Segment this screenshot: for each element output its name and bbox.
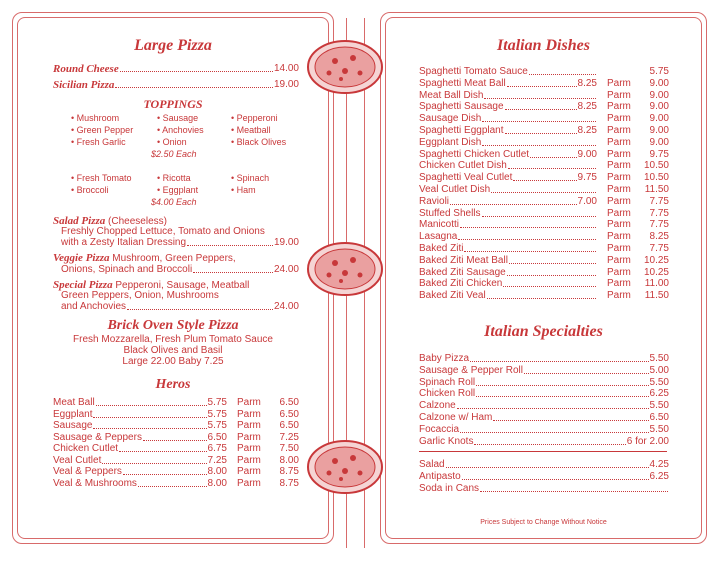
item-name: Eggplant Dish: [419, 136, 482, 148]
parm-price: 9.00: [649, 113, 669, 125]
topping-item: • Anchovies: [157, 125, 204, 135]
parm-price: 8.75: [279, 477, 299, 489]
parm-price: 6.50: [279, 408, 299, 420]
menu-item-row: [419, 125, 669, 137]
parm-price: 7.75: [649, 243, 669, 254]
menu-item-row: [419, 278, 669, 290]
item-price: 6.50: [207, 431, 227, 443]
item-name: Spaghetti Tomato Sauce: [419, 66, 528, 77]
veggie-pizza-heading: Veggie Pizza Mushroom, Green Peppers,: [53, 252, 236, 264]
menu-item-row: [419, 196, 669, 208]
menu-item-row: [53, 455, 299, 467]
item-name: Veal Cutlet: [53, 454, 102, 466]
brick-oven-line3: Large 22.00 Baby 7.25: [122, 356, 224, 367]
parm-price: 7.75: [649, 207, 669, 219]
salad-pizza-desc: Freshly Chopped Lettuce, Tomato and Onions: [61, 226, 265, 237]
parm-label: Parm: [237, 466, 261, 477]
parm-price: 7.75: [649, 219, 669, 231]
topping-item: • Pepperoni: [231, 113, 278, 123]
parm-label: Parm: [607, 231, 631, 243]
menu-item-row: [419, 290, 669, 302]
item-name: Ravioli: [419, 195, 450, 207]
menu-item-row: [53, 432, 299, 444]
parm-price: 10.25: [643, 266, 669, 278]
parm-label: Parm: [607, 184, 631, 195]
item-name: Garlic Knots: [419, 435, 474, 447]
parm-label: Parm: [607, 125, 631, 136]
parm-price: 9.00: [649, 89, 669, 101]
item-price: 8.00: [207, 477, 227, 489]
parm-label: Parm: [607, 101, 631, 113]
item-name: Meat Ball Dish: [419, 89, 484, 101]
parm-price: 7.75: [649, 195, 669, 207]
menu-item-row: [419, 388, 669, 400]
toppings-price-a: $2.50 Each: [151, 149, 197, 159]
menu-item-row: [419, 219, 669, 231]
parm-label: Parm: [237, 408, 261, 420]
parm-price: 11.50: [644, 290, 669, 302]
item-price: 8.25: [577, 101, 597, 113]
item-price: 6.75: [207, 443, 227, 454]
item-name: Meat Ball: [53, 397, 95, 408]
menu-item-row: [419, 78, 669, 90]
parm-price: 10.50: [643, 172, 669, 184]
item-name: Veal & Peppers: [53, 466, 122, 477]
item-name: Stuffed Shells: [419, 207, 481, 219]
veggie-pizza-price-row: Onions, Spinach and Broccoli 24.00: [61, 264, 299, 275]
item-price: 5.75: [207, 420, 227, 431]
topping-item: • Sausage: [157, 113, 199, 123]
special-pizza-heading: Special Pizza Pepperoni, Sausage, Meatball: [53, 279, 250, 291]
parm-label: Parm: [237, 431, 261, 443]
item-name: Round Cheese: [53, 63, 119, 75]
item-name: Chicken Roll: [419, 388, 476, 400]
parm-label: Parm: [607, 77, 631, 89]
menu-item-row: [419, 184, 669, 196]
menu-item-row: [419, 459, 669, 471]
item-name: Calzone: [419, 400, 456, 412]
menu-item-row: [419, 137, 669, 149]
menu-item-row: [419, 400, 669, 412]
menu-item-row: [419, 436, 669, 448]
topping-item: • Spinach: [231, 173, 270, 183]
parm-price: 8.25: [649, 231, 669, 243]
extras-separator: [419, 451, 667, 452]
item-price: 5.50: [649, 353, 669, 364]
item-price: 4.25: [649, 459, 669, 470]
brick-oven-line2: Black Olives and Basil: [123, 345, 223, 356]
item-name: Baked Ziti Chicken: [419, 278, 503, 290]
item-name: Sausage Dish: [419, 113, 482, 125]
menu-item-row: [419, 113, 669, 125]
parm-price: 9.00: [649, 77, 669, 89]
item-name: Sicilian Pizza: [53, 79, 115, 91]
italian-dishes-title: Italian Dishes: [497, 37, 590, 54]
parm-label: Parm: [607, 254, 631, 266]
parm-price: 11.50: [644, 184, 669, 195]
menu-item-row: [53, 409, 299, 421]
toppings-price-b: $4.00 Each: [151, 197, 197, 207]
parm-label: Parm: [607, 243, 631, 254]
item-name: Baked Ziti: [419, 243, 464, 254]
parm-price: 7.50: [279, 443, 299, 454]
parm-price: 10.50: [643, 160, 669, 172]
parm-label: Parm: [607, 136, 631, 148]
menu-item-row: [419, 101, 669, 113]
parm-price: 6.50: [279, 397, 299, 408]
topping-item: • Fresh Garlic: [71, 137, 126, 147]
menu-item-row: [53, 466, 299, 478]
item-price: 19.00: [273, 79, 299, 90]
topping-item: • Ham: [231, 185, 256, 195]
item-name: Antipasto: [419, 470, 461, 482]
menu-item-row: [419, 208, 669, 220]
topping-item: • Broccoli: [71, 185, 109, 195]
parm-price: 5.75: [649, 66, 669, 77]
parm-label: Parm: [237, 477, 261, 489]
menu-item-row: [53, 420, 299, 432]
menu-item-row: [53, 478, 299, 490]
item-name: Spaghetti Sausage: [419, 101, 504, 113]
parm-label: Parm: [607, 172, 631, 184]
parm-label: Parm: [237, 454, 261, 466]
item-name: Focaccia: [419, 423, 460, 435]
menu-item-row: [419, 412, 669, 424]
menu-item-sicilian-pizza: [53, 79, 299, 91]
menu-item-row: [53, 443, 299, 455]
special-pizza-price-row: and Anchovies 24.00: [61, 301, 299, 312]
item-name: Manicotti: [419, 219, 460, 231]
item-price: 7.00: [577, 195, 597, 207]
menu-item-row: [419, 231, 669, 243]
item-price: 6.25: [649, 470, 669, 482]
parm-label: Parm: [237, 397, 261, 408]
parm-label: Parm: [607, 290, 631, 302]
item-name: Sausage & Peppers: [53, 431, 142, 443]
item-name: Salad: [419, 459, 445, 470]
parm-price: 7.25: [279, 431, 299, 443]
menu-item-row: [419, 353, 669, 365]
item-price: 5.75: [207, 408, 227, 420]
menu-item-row: [419, 160, 669, 172]
item-name: Soda in Cans: [419, 482, 480, 494]
item-price: 8.25: [577, 125, 597, 136]
italian-specialties-title: Italian Specialties: [484, 323, 603, 340]
item-price: 5.00: [649, 364, 669, 376]
item-name: Spaghetti Eggplant: [419, 125, 504, 136]
item-price: 5.50: [649, 376, 669, 388]
menu-item-row: [419, 377, 669, 389]
item-name: Calzone w/ Ham: [419, 412, 493, 423]
item-price: 8.00: [207, 466, 227, 477]
brick-oven-line1: Fresh Mozzarella, Fresh Plum Tomato Sauce: [73, 334, 273, 345]
topping-item: • Fresh Tomato: [71, 173, 132, 183]
menu-item-row: [419, 471, 669, 483]
menu-item-row: [53, 397, 299, 409]
parm-label: Parm: [237, 443, 261, 454]
item-price: 6.50: [649, 412, 669, 423]
menu-item-row: [419, 424, 669, 436]
parm-label: Parm: [607, 148, 631, 160]
parm-label: Parm: [607, 160, 631, 172]
heros-title: Heros: [155, 377, 191, 392]
parm-label: Parm: [607, 266, 631, 278]
topping-item: • Mushroom: [71, 113, 120, 123]
brick-oven-title: Brick Oven Style Pizza: [107, 318, 239, 333]
salad-pizza-heading: Salad Pizza (Cheeseless): [53, 215, 167, 227]
item-name: Veal Cutlet Dish: [419, 184, 491, 195]
parm-price: 9.00: [649, 101, 669, 113]
menu-item-row: [419, 483, 669, 495]
item-name: Baked Ziti Veal: [419, 290, 486, 302]
parm-label: Parm: [607, 195, 631, 207]
right-menu-panel: [380, 12, 707, 544]
pizza-illustration-bottom: [305, 438, 385, 496]
parm-price: 9.00: [649, 136, 669, 148]
topping-item: • Black Olives: [231, 137, 287, 147]
item-price: 5.50: [649, 400, 669, 412]
parm-price: 8.00: [279, 454, 299, 466]
item-name: Sausage & Pepper Roll: [419, 364, 523, 376]
item-name: Chicken Cutlet Dish: [419, 160, 507, 172]
parm-label: Parm: [607, 207, 631, 219]
price-notice: Prices Subject to Change Without Notice: [480, 519, 607, 526]
parm-price: 6.50: [279, 420, 299, 431]
item-name: Sausage: [53, 420, 93, 431]
left-menu-panel: [12, 12, 334, 544]
item-price: 6.25: [649, 388, 669, 400]
item-name: Chicken Cutlet: [53, 443, 119, 454]
menu-item-row: [419, 365, 669, 377]
item-price: 5.75: [207, 397, 227, 408]
item-price: 9.75: [577, 172, 597, 184]
item-price: 9.00: [577, 148, 597, 160]
parm-label: Parm: [607, 89, 631, 101]
topping-item: • Eggplant: [157, 185, 199, 195]
item-name: Spaghetti Veal Cutlet: [419, 172, 513, 184]
parm-price: 8.75: [279, 466, 299, 477]
parm-price: 9.00: [649, 125, 669, 136]
parm-label: Parm: [237, 420, 261, 431]
parm-label: Parm: [607, 278, 631, 290]
salad-pizza-price-row: with a Zesty Italian Dressing 19.00: [61, 237, 299, 248]
item-name: Eggplant: [53, 408, 93, 420]
topping-item: • Onion: [157, 137, 187, 147]
topping-item: • Meatball: [231, 125, 271, 135]
parm-price: 9.75: [649, 148, 669, 160]
item-name: Baked Ziti Meat Ball: [419, 254, 508, 266]
parm-price: 10.25: [643, 254, 669, 266]
item-name: Spaghetti Chicken Cutlet: [419, 148, 530, 160]
menu-item-row: [419, 243, 669, 255]
menu-item-row: [419, 267, 669, 279]
parm-label: Parm: [607, 113, 631, 125]
large-pizza-title: Large Pizza: [134, 37, 212, 54]
item-name: Spinach Roll: [419, 376, 476, 388]
item-price: 5.50: [649, 423, 669, 435]
item-name: Veal & Mushrooms: [53, 477, 137, 489]
menu-item-row: [419, 66, 669, 78]
menu-item-row: [419, 90, 669, 102]
parm-label: Parm: [607, 219, 631, 231]
menu-item-row: [419, 149, 669, 161]
item-name: Spaghetti Meat Ball: [419, 77, 506, 89]
toppings-title: TOPPINGS: [143, 97, 203, 111]
special-pizza-desc: Green Peppers, Onion, Mushrooms: [61, 290, 219, 301]
menu-item-round-cheese: [53, 63, 299, 75]
parm-price: 11.00: [644, 278, 669, 290]
item-name: Baby Pizza: [419, 353, 470, 364]
item-name: Lasagna: [419, 231, 458, 243]
item-price: 14.00: [273, 63, 299, 74]
item-price: 7.25: [207, 454, 227, 466]
topping-item: • Ricotta: [157, 173, 191, 183]
menu-item-row: [419, 172, 669, 184]
topping-item: • Green Pepper: [71, 125, 134, 135]
pizza-illustration-middle: [305, 240, 385, 298]
menu-item-row: [419, 255, 669, 267]
item-name: Baked Ziti Sausage: [419, 266, 506, 278]
pizza-illustration-top: [305, 38, 385, 96]
item-price: 8.25: [577, 77, 597, 89]
item-price: 6 for 2.00: [626, 435, 669, 447]
